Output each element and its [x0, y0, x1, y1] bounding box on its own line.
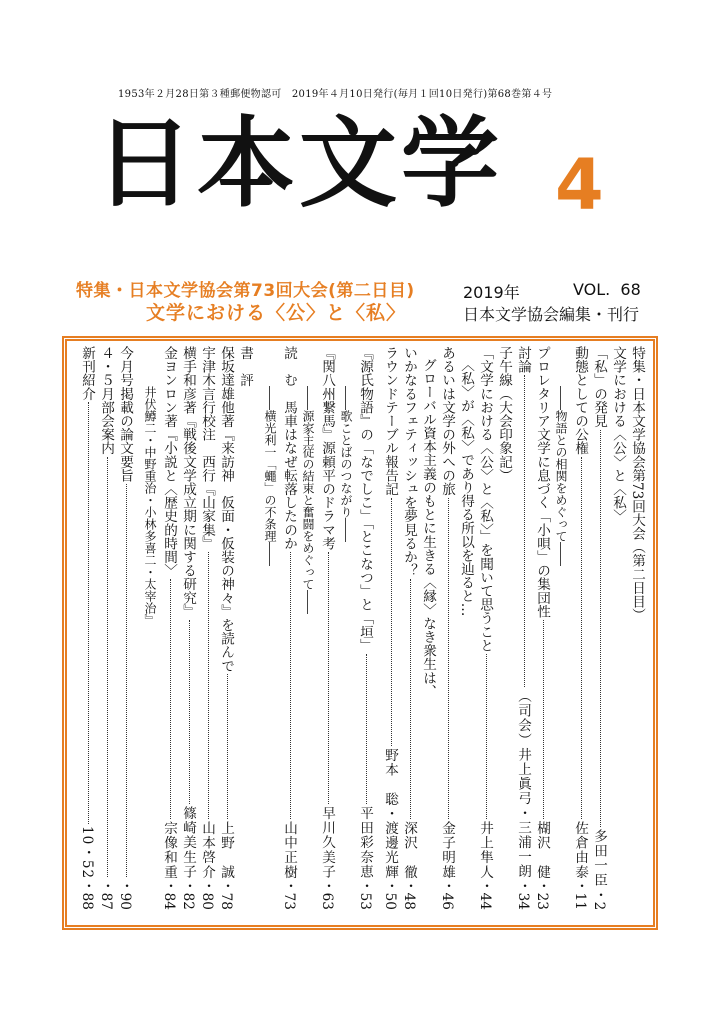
toc-leader-dots — [399, 579, 411, 818]
toc-entry-title: 読 む 馬車はなぜ転落したのか — [281, 346, 297, 550]
table-of-contents — [72, 346, 646, 916]
toc-entry — [77, 346, 96, 910]
toc-leader-dots — [77, 402, 89, 823]
toc-entry-title: 動態としての公権 — [572, 346, 588, 455]
toc-entry-title: 『関八州繋馬』源頼平のドラマ考 — [319, 346, 335, 550]
toc-leader-dots — [235, 389, 247, 908]
toc-entry-author: 佐倉由泰 — [572, 820, 588, 880]
toc-entry — [475, 346, 494, 910]
toc-leader-dots — [96, 457, 108, 877]
toc-leader-dots — [159, 579, 171, 818]
toc-entry — [418, 346, 437, 910]
toc-entry-page: ・88 — [79, 879, 95, 910]
toc-entry-title: ４・５月部会案内 — [98, 346, 114, 455]
toc-leader-dots — [178, 620, 190, 804]
toc-entry — [317, 346, 336, 910]
toc-leader-dots — [494, 484, 506, 908]
toc-entry — [216, 346, 235, 910]
toc-entry-author: 山本啓介 — [199, 820, 215, 880]
toc-entry-title: ――歌ことばのつながり―― — [339, 386, 353, 542]
toc-entry-author: 山中正樹 — [281, 820, 297, 880]
toc-leader-dots — [380, 498, 392, 746]
toc-leader-dots — [589, 430, 601, 828]
toc-entry — [437, 346, 456, 910]
toc-leader-dots — [513, 375, 525, 687]
toc-entry-author: 宗像和重 — [161, 820, 177, 880]
toc-entry-title: ラウンドテーブル報告記 — [382, 346, 398, 496]
toc-leader-dots — [570, 457, 582, 819]
toc-entry — [336, 346, 355, 910]
toc-entry — [399, 346, 418, 910]
toc-entry-title: 「文学における〈公〉と〈私〉」を聞いて思うこと — [477, 346, 493, 652]
toc-entry-page: ・2 — [591, 887, 607, 910]
toc-entry — [159, 346, 178, 910]
journal-title: 日本文学 — [95, 106, 504, 221]
toc-entry-page: ・87 — [98, 879, 114, 910]
toc-entry — [608, 346, 627, 910]
toc-entry-page: ・84 — [161, 879, 177, 910]
toc-entry-title: ――物語との相関をめぐって―― — [554, 386, 568, 566]
toc-entry-author: 平田彩奈恵 — [357, 806, 373, 880]
toc-entry — [235, 346, 254, 910]
toc-entry-title: 保坂達雄他著『来訪神 仮面・仮装の神々』を読んで — [218, 346, 234, 673]
toc-entry-title: 新刊紹介 — [79, 346, 95, 401]
toc-entry-title: プロレタリア文学に息づく「小唄」の集団性 — [534, 346, 550, 618]
toc-entry-title: 書 評 — [237, 346, 253, 387]
toc-entry-title: 特集・日本文学協会第73回大会（第二日目） — [629, 346, 645, 622]
toc-entry-page: ・34 — [515, 879, 531, 910]
special-feature-title: 特集・日本文学協会第73回大会(第二日目) — [76, 281, 415, 301]
toc-entry-page: ・53 — [357, 879, 373, 910]
toc-entry — [96, 346, 115, 910]
toc-leader-dots — [608, 525, 620, 908]
toc-entry-title: 井伏鱒二・中野重治・小林多喜二・太宰治』 — [143, 386, 157, 626]
toc-entry-page: ・50 — [382, 879, 398, 910]
toc-leader-dots — [418, 700, 430, 908]
toc-entry-title: 宇津木言行校注 西行『山家集』 — [199, 346, 215, 550]
toc-entry-author: 井上隼人 — [477, 820, 493, 880]
toc-entry-title: 『源氏物語』の「なでしこ」「とこなつ」と「垣」 — [357, 346, 373, 652]
toc-leader-dots — [456, 618, 468, 908]
toc-leader-dots — [197, 552, 209, 819]
toc-entry-page: ・73 — [281, 879, 297, 910]
toc-entry-title: 子午線（大会印象記） — [496, 346, 512, 482]
toc-entry — [570, 346, 589, 910]
toc-entry-page: ・80 — [199, 879, 215, 910]
toc-entry-title: 金ヨンロン著『小説と〈歴史的時間〉 — [161, 346, 177, 578]
toc-entry-title: あるいは文学の外への旅 — [439, 346, 455, 496]
toc-entry-title: 今月号掲載の論文要旨 — [117, 346, 133, 482]
toc-entry — [279, 346, 298, 910]
toc-leader-dots — [627, 624, 639, 908]
toc-entry-page: ・11 — [572, 879, 588, 910]
toc-entry-author: 篠崎美生子 — [180, 806, 196, 880]
toc-entry-author: （司会）井上眞弓・三浦一朗 — [515, 689, 531, 880]
toc-entry — [298, 346, 317, 910]
toc-entry-author: 金子明雄 — [439, 820, 455, 880]
toc-leader-dots — [551, 568, 563, 908]
toc-entry — [115, 346, 134, 910]
toc-leader-dots — [115, 484, 127, 877]
toc-entry-page: ・23 — [534, 879, 550, 910]
toc-entry-title: 〈私〉が〈私〉であり得る所以を辿ると… — [458, 358, 474, 617]
toc-leader-dots — [260, 568, 272, 908]
toc-entry — [197, 346, 216, 910]
toc-entry — [456, 346, 475, 910]
toc-entry-page: ・44 — [477, 879, 493, 910]
special-feature-subtitle: 文学における〈公〉と〈私〉 — [146, 302, 407, 324]
toc-entry-author: 10・52 — [79, 825, 95, 880]
toc-entry-page: ・78 — [218, 879, 234, 910]
toc-leader-dots — [216, 674, 228, 818]
issue-number: 4 — [555, 144, 604, 226]
toc-entry-page: ・90 — [117, 879, 133, 910]
toc-entry — [380, 346, 399, 910]
publication-year: 2019年 — [463, 283, 520, 302]
toc-entry — [178, 346, 197, 910]
toc-entry — [627, 346, 646, 910]
toc-entry — [140, 346, 159, 910]
publication-info: 1953年２月28日第３種郵便物認可 2019年４月10日発行(毎月１回10日発行)第68巻第４号 — [118, 89, 553, 100]
toc-leader-dots — [437, 498, 449, 819]
toc-leader-dots — [140, 628, 152, 908]
toc-entry-author: 多田一臣 — [591, 829, 607, 888]
toc-entry — [532, 346, 551, 910]
toc-leader-dots — [355, 654, 367, 804]
toc-leader-dots — [532, 620, 544, 819]
toc-entry — [551, 346, 570, 910]
toc-entry-author: 早川久美子 — [319, 806, 335, 880]
toc-entry-page: ・82 — [180, 879, 196, 910]
toc-leader-dots — [279, 552, 291, 819]
toc-entry-title: いかなるフェティッシュを夢見るか？ — [401, 346, 417, 578]
toc-entry-title: 「私」の発見 — [591, 346, 607, 428]
toc-entry-author: 深沢 徹 — [401, 820, 417, 880]
toc-entry-page: ・63 — [319, 879, 335, 910]
toc-entry-page: ・46 — [439, 879, 455, 910]
toc-entry-author: 野本 聡・渡邊光輝 — [382, 747, 398, 880]
toc-leader-dots — [298, 616, 310, 908]
toc-entry — [355, 346, 374, 910]
editor-publisher: 日本文学協会編集・刊行 — [463, 305, 640, 324]
toc-leader-dots — [317, 552, 329, 804]
toc-entry-author: 上野 誠 — [218, 820, 234, 880]
toc-entry-title: 文学における〈公〉と〈私〉 — [610, 346, 626, 523]
toc-leader-dots — [475, 654, 487, 819]
toc-entry — [494, 346, 513, 910]
toc-entry — [589, 346, 608, 910]
toc-entry-page: ・48 — [401, 879, 417, 910]
toc-entry — [513, 346, 532, 910]
volume-number: VOL. 68 — [573, 280, 641, 299]
toc-leader-dots — [336, 544, 348, 908]
toc-entry-title: 討論 — [515, 346, 531, 374]
toc-entry-title: ――横光利一「蠅」の不条理―― — [263, 386, 277, 566]
toc-entry-author: 楜沢 健 — [534, 820, 550, 880]
toc-entry-title: 横手和彦著『戦後文学成立期に関する研究』 — [180, 346, 196, 618]
toc-entry-title: グローバル資本主義のもとに生きる〈縁〉なき衆生は、 — [420, 358, 436, 698]
toc-entry — [260, 346, 279, 910]
toc-entry-title: ――源家主従の結束と奮闘をめぐって―― — [301, 386, 315, 614]
